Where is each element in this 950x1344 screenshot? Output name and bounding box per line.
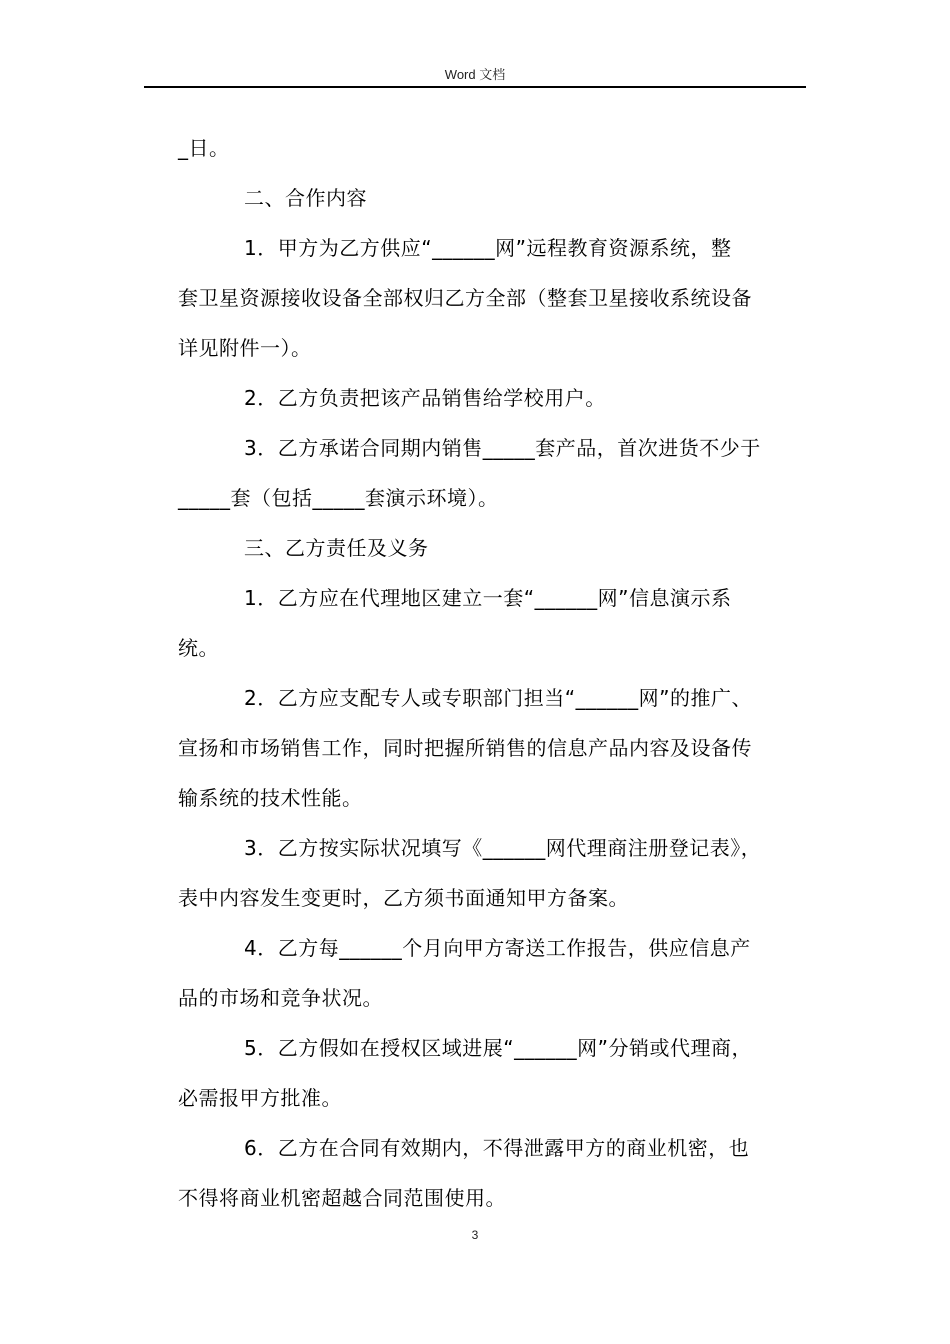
text-line: 必需报甲方批准。 xyxy=(178,1086,342,1110)
text-line: 3．乙方按实际状况填写《______网代理商注册登记表》， xyxy=(244,836,762,860)
text-line: 2．乙方负责把该产品销售给学校用户。 xyxy=(244,386,606,410)
page-header: Word 文档 xyxy=(444,67,506,82)
text-line: 详见附件一）。 xyxy=(178,336,312,360)
text-line: 6．乙方在合同有效期内，不得泄露甲方的商业机密，也 xyxy=(244,1136,750,1160)
text-line: 品的市场和竞争状况。 xyxy=(178,986,383,1010)
text-line: 2．乙方应支配专人或专职部门担当“______网”的推广、 xyxy=(244,686,752,710)
text-line: 宣扬和市场销售工作，同时把握所销售的信息产品内容及设备传 xyxy=(178,736,752,760)
text-line: 不得将商业机密超越合同范围使用。 xyxy=(178,1186,506,1210)
text-line: 输系统的技术性能。 xyxy=(178,786,363,810)
text-line: 统。 xyxy=(178,636,219,660)
text-line: 表中内容发生变更时，乙方须书面通知甲方备案。 xyxy=(178,886,629,910)
text-line: 套卫星资源接收设备全部权归乙方全部（整套卫星接收系统设备 xyxy=(178,286,752,310)
text-line: 5．乙方假如在授权区域进展“______网”分销或代理商， xyxy=(244,1036,752,1060)
page-number: 3 xyxy=(471,1228,479,1242)
text-line: _日。 xyxy=(178,136,230,160)
text-line: 1．甲方为乙方供应“______网”远程教育资源系统，整 xyxy=(244,236,732,260)
text-line: _____套（包括_____套演示环境）。 xyxy=(178,486,499,510)
header-rule xyxy=(144,86,806,88)
text-line: 3．乙方承诺合同期内销售_____套产品，首次进货不少于 xyxy=(244,436,761,460)
text-line: 4．乙方每______个月向甲方寄送工作报告，供应信息产 xyxy=(244,936,751,960)
text-line: 二、合作内容 xyxy=(244,186,367,210)
text-line: 1．乙方应在代理地区建立一套“______网”信息演示系 xyxy=(244,586,732,610)
text-line: 三、乙方责任及义务 xyxy=(244,536,429,560)
document-body xyxy=(178,123,808,1223)
